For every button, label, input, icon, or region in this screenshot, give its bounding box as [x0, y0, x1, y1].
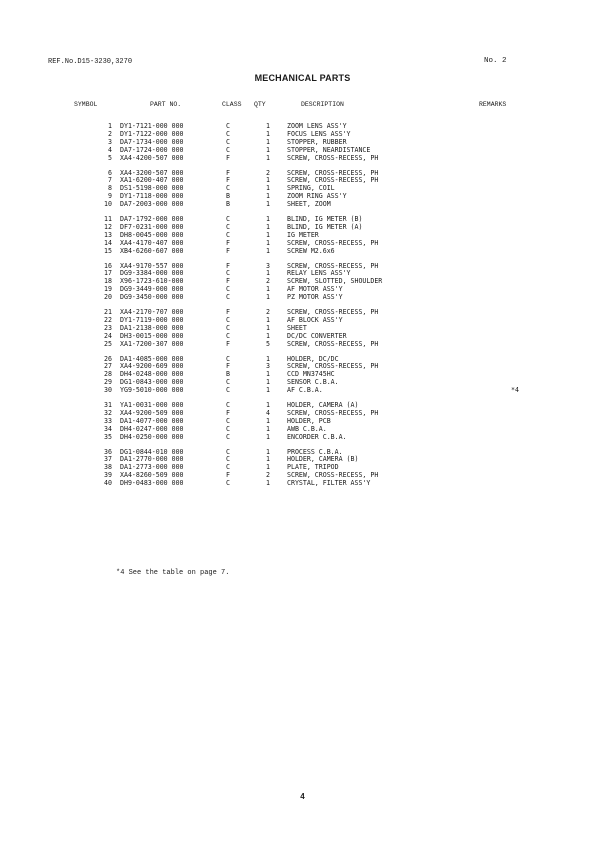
part-class: C [226, 122, 230, 130]
part-symbol: 7 [108, 176, 112, 185]
part-description: FOCUS LENS ASS'Y [287, 129, 351, 138]
part-number: DY1-7121-000 000 [120, 122, 184, 130]
part-description: SCREW M2.6x6 [287, 246, 335, 255]
part-qty: 1 [266, 463, 270, 472]
part-description: SCREW, CROSS-RECESS, PH [287, 339, 379, 348]
part-class: F [226, 246, 230, 255]
part-symbol: 37 [104, 455, 112, 464]
part-description: HOLDER, CAMERA (B) [287, 455, 359, 464]
part-description: RELAY LENS ASS'Y [287, 269, 351, 278]
column-header-description: DESCRIPTION [301, 101, 344, 108]
part-class: C [226, 285, 230, 294]
part-qty: 1 [266, 447, 270, 456]
part-description: HOLDER, CAMERA (A) [287, 401, 359, 409]
part-qty: 3 [266, 362, 270, 371]
part-number: DG9-3450-000 000 [120, 293, 184, 302]
part-number: DH4-0247-000 000 [120, 424, 184, 433]
part-class: C [226, 215, 230, 223]
part-description: STOPPER, RUBBER [287, 137, 347, 146]
part-symbol: 18 [104, 277, 112, 286]
part-description: SCREW, CROSS-RECESS, PH [287, 176, 379, 185]
part-description: PZ MOTOR ASS'Y [287, 293, 343, 302]
part-symbol: 35 [104, 432, 112, 441]
part-qty: 1 [266, 246, 270, 255]
page-number: 4 [300, 792, 305, 801]
table-row [0, 292, 605, 302]
part-class: F [226, 308, 230, 316]
part-qty: 2 [266, 168, 270, 177]
footnote: *4 See the table on page 7. [116, 569, 230, 577]
part-number: XA4-4200-507 000 [120, 153, 184, 162]
part-qty: 1 [266, 455, 270, 464]
part-class: C [226, 401, 230, 409]
part-qty: 2 [266, 471, 270, 480]
part-symbol: 2 [108, 129, 112, 138]
part-class: C [226, 386, 230, 395]
part-class: B [226, 370, 230, 379]
part-number: XA4-3200-507 000 [120, 168, 184, 177]
part-class: F [226, 261, 230, 270]
part-description: SCREW, CROSS-RECESS, PH [287, 408, 379, 417]
part-description: ENCORDER C.B.A. [287, 432, 347, 441]
part-number: DA7-1792-000 000 [120, 215, 184, 223]
part-class: C [226, 455, 230, 464]
part-symbol: 3 [108, 137, 112, 146]
part-class: F [226, 168, 230, 177]
sheet-number: No. 2 [484, 57, 507, 65]
part-number: XA4-9200-609 000 [120, 362, 184, 371]
part-symbol: 14 [104, 238, 112, 247]
part-number: XA1-6200-407 000 [120, 176, 184, 185]
part-remarks: *4 [511, 386, 519, 395]
part-description: CRYSTAL, FILTER ASS'Y [287, 479, 371, 488]
part-qty: 1 [266, 479, 270, 488]
part-description: PLATE, TRIPOD [287, 463, 339, 472]
part-symbol: 20 [104, 293, 112, 302]
part-class: F [226, 408, 230, 417]
part-description: ZOOM RING ASS'Y [287, 192, 347, 201]
part-class: C [226, 315, 230, 324]
part-symbol: 32 [104, 408, 112, 417]
part-qty: 1 [266, 145, 270, 154]
table-row [0, 199, 605, 209]
part-symbol: 19 [104, 285, 112, 294]
part-symbol: 31 [104, 401, 112, 409]
part-class: B [226, 200, 230, 209]
column-header-remarks: REMARKS [479, 101, 507, 108]
part-symbol: 30 [104, 386, 112, 395]
part-class: C [226, 432, 230, 441]
part-symbol: 40 [104, 479, 112, 488]
part-number: YG9-5010-000 000 [120, 386, 184, 395]
part-qty: 1 [266, 432, 270, 441]
part-qty: 1 [266, 370, 270, 379]
part-description: SCREW, SLOTTED, SHOULDER [287, 277, 383, 286]
part-number: DA7-2003-000 000 [120, 200, 184, 209]
part-description: SCREW, CROSS-RECESS, PH [287, 261, 379, 270]
part-symbol: 1 [108, 122, 112, 130]
part-description: SCREW, CROSS-RECESS, PH [287, 238, 379, 247]
part-class: C [226, 137, 230, 146]
part-description: AWB C.B.A. [287, 424, 327, 433]
part-qty: 1 [266, 137, 270, 146]
part-description: SENSOR C.B.A. [287, 378, 339, 387]
part-class: C [226, 269, 230, 278]
part-class: C [226, 129, 230, 138]
part-symbol: 9 [108, 192, 112, 201]
part-class: C [226, 479, 230, 488]
table-row [0, 339, 605, 349]
part-description: SPRING, COIL [287, 184, 335, 193]
part-qty: 1 [266, 129, 270, 138]
part-description: AF C.B.A. [287, 386, 323, 395]
part-symbol: 6 [108, 168, 112, 177]
part-symbol: 27 [104, 362, 112, 371]
table-row [0, 385, 605, 395]
part-class: C [226, 145, 230, 154]
part-number: DY1-7118-000 000 [120, 192, 184, 201]
part-symbol: 33 [104, 416, 112, 425]
part-number: YA1-0031-000 000 [120, 401, 184, 409]
part-class: C [226, 331, 230, 340]
part-qty: 1 [266, 215, 270, 223]
table-row [0, 246, 605, 256]
part-qty: 1 [266, 153, 270, 162]
part-qty: 1 [266, 354, 270, 363]
part-symbol: 22 [104, 315, 112, 324]
part-number: DA1-2773-000 000 [120, 463, 184, 472]
part-number: XA4-9170-557 000 [120, 261, 184, 270]
column-header-qty: QTY [254, 101, 266, 108]
part-symbol: 16 [104, 261, 112, 270]
part-description: DC/DC CONVERTER [287, 331, 347, 340]
part-number: DH8-0045-000 000 [120, 230, 184, 239]
part-qty: 1 [266, 315, 270, 324]
part-symbol: 25 [104, 339, 112, 348]
part-number: DG9-3384-000 000 [120, 269, 184, 278]
part-qty: 1 [266, 222, 270, 231]
table-row [0, 153, 605, 163]
part-symbol: 8 [108, 184, 112, 193]
part-qty: 1 [266, 378, 270, 387]
part-number: DA1-2770-000 000 [120, 455, 184, 464]
part-number: DY1-7119-000 000 [120, 315, 184, 324]
part-symbol: 5 [108, 153, 112, 162]
part-symbol: 15 [104, 246, 112, 255]
part-class: C [226, 323, 230, 332]
part-number: XA4-8260-509 000 [120, 471, 184, 480]
table-row [0, 478, 605, 488]
part-number: XA1-7200-307 000 [120, 339, 184, 348]
part-class: F [226, 339, 230, 348]
part-description: STOPPER, NEARDISTANCE [287, 145, 371, 154]
part-description: HOLDER, PCB [287, 416, 331, 425]
page-title: MECHANICAL PARTS [254, 73, 351, 83]
part-number: DA1-2138-000 000 [120, 323, 184, 332]
part-qty: 1 [266, 176, 270, 185]
part-number: DG1-0844-010 000 [120, 447, 184, 456]
part-class: C [226, 184, 230, 193]
part-number: XB4-6260-607 000 [120, 246, 184, 255]
table-row [0, 432, 605, 442]
part-number: XA4-2170-707 000 [120, 308, 184, 316]
part-description: AF MOTOR ASS'Y [287, 285, 343, 294]
part-qty: 1 [266, 285, 270, 294]
part-class: C [226, 424, 230, 433]
part-class: C [226, 293, 230, 302]
part-symbol: 24 [104, 331, 112, 340]
part-class: C [226, 230, 230, 239]
part-qty: 5 [266, 339, 270, 348]
part-number: XA4-4170-407 000 [120, 238, 184, 247]
part-symbol: 29 [104, 378, 112, 387]
part-description: SCREW, CROSS-RECESS, PH [287, 153, 379, 162]
part-qty: 1 [266, 293, 270, 302]
part-symbol: 26 [104, 354, 112, 363]
part-description: HOLDER, DC/DC [287, 354, 339, 363]
part-qty: 2 [266, 308, 270, 316]
part-qty: 1 [266, 323, 270, 332]
part-description: SHEET, ZOOM [287, 200, 331, 209]
part-symbol: 34 [104, 424, 112, 433]
part-class: C [226, 416, 230, 425]
part-symbol: 28 [104, 370, 112, 379]
part-description: CCD MN3745HC [287, 370, 335, 379]
part-number: DA7-1734-000 000 [120, 137, 184, 146]
part-qty: 2 [266, 277, 270, 286]
part-qty: 1 [266, 192, 270, 201]
part-symbol: 23 [104, 323, 112, 332]
part-class: F [226, 277, 230, 286]
part-description: SCREW, CROSS-RECESS, PH [287, 168, 379, 177]
part-symbol: 36 [104, 447, 112, 456]
part-number: XA4-9200-509 000 [120, 408, 184, 417]
part-qty: 1 [266, 238, 270, 247]
part-number: DH9-0483-000 000 [120, 479, 184, 488]
column-header-part-no: PART NO. [150, 101, 182, 108]
part-class: F [226, 238, 230, 247]
part-qty: 1 [266, 200, 270, 209]
part-description: SCREW, CROSS-RECESS, PH [287, 362, 379, 371]
part-symbol: 39 [104, 471, 112, 480]
part-number: DY1-7122-000 000 [120, 129, 184, 138]
part-qty: 1 [266, 416, 270, 425]
part-qty: 1 [266, 386, 270, 395]
part-number: DH4-0250-000 000 [120, 432, 184, 441]
part-description: BLIND, IG METER (B) [287, 215, 363, 223]
part-qty: 1 [266, 331, 270, 340]
part-description: SHEET [287, 323, 307, 332]
part-symbol: 17 [104, 269, 112, 278]
part-class: F [226, 153, 230, 162]
part-qty: 1 [266, 230, 270, 239]
part-symbol: 11 [104, 215, 112, 223]
part-number: DG1-0843-000 000 [120, 378, 184, 387]
part-symbol: 10 [104, 200, 112, 209]
part-qty: 1 [266, 424, 270, 433]
part-class: C [226, 354, 230, 363]
part-class: F [226, 362, 230, 371]
part-description: IG METER [287, 230, 319, 239]
part-qty: 1 [266, 122, 270, 130]
part-symbol: 13 [104, 230, 112, 239]
part-symbol: 38 [104, 463, 112, 472]
part-qty: 4 [266, 408, 270, 417]
part-class: C [226, 222, 230, 231]
part-description: BLIND, IG METER (A) [287, 222, 363, 231]
part-number: DA1-4085-000 000 [120, 354, 184, 363]
part-class: B [226, 192, 230, 201]
part-number: DA1-4077-000 000 [120, 416, 184, 425]
column-header-symbol: SYMBOL [74, 101, 98, 108]
part-number: DF7-0231-000 000 [120, 222, 184, 231]
part-number: X96-1723-610-000 [120, 277, 184, 286]
part-number: DH4-0248-000 000 [120, 370, 184, 379]
part-symbol: 21 [104, 308, 112, 316]
part-class: C [226, 378, 230, 387]
part-symbol: 12 [104, 222, 112, 231]
column-header-class: CLASS [222, 101, 242, 108]
part-description: AF BLOCK ASS'Y [287, 315, 343, 324]
part-number: DH3-0015-000 000 [120, 331, 184, 340]
part-description: PROCESS C.B.A. [287, 447, 343, 456]
part-qty: 3 [266, 261, 270, 270]
part-description: SCREW, CROSS-RECESS, PH [287, 308, 379, 316]
part-qty: 1 [266, 269, 270, 278]
part-number: DA7-1724-000 000 [120, 145, 184, 154]
part-class: F [226, 176, 230, 185]
part-description: ZOOM LENS ASS'Y [287, 122, 347, 130]
part-description: SCREW, CROSS-RECESS, PH [287, 471, 379, 480]
part-symbol: 4 [108, 145, 112, 154]
part-qty: 1 [266, 184, 270, 193]
part-qty: 1 [266, 401, 270, 409]
part-number: DG9-3449-000 000 [120, 285, 184, 294]
reference-number: REF.No.D15-3230,3270 [48, 58, 133, 66]
part-class: C [226, 447, 230, 456]
part-class: C [226, 463, 230, 472]
part-number: DS1-5198-000 000 [120, 184, 184, 193]
part-class: F [226, 471, 230, 480]
